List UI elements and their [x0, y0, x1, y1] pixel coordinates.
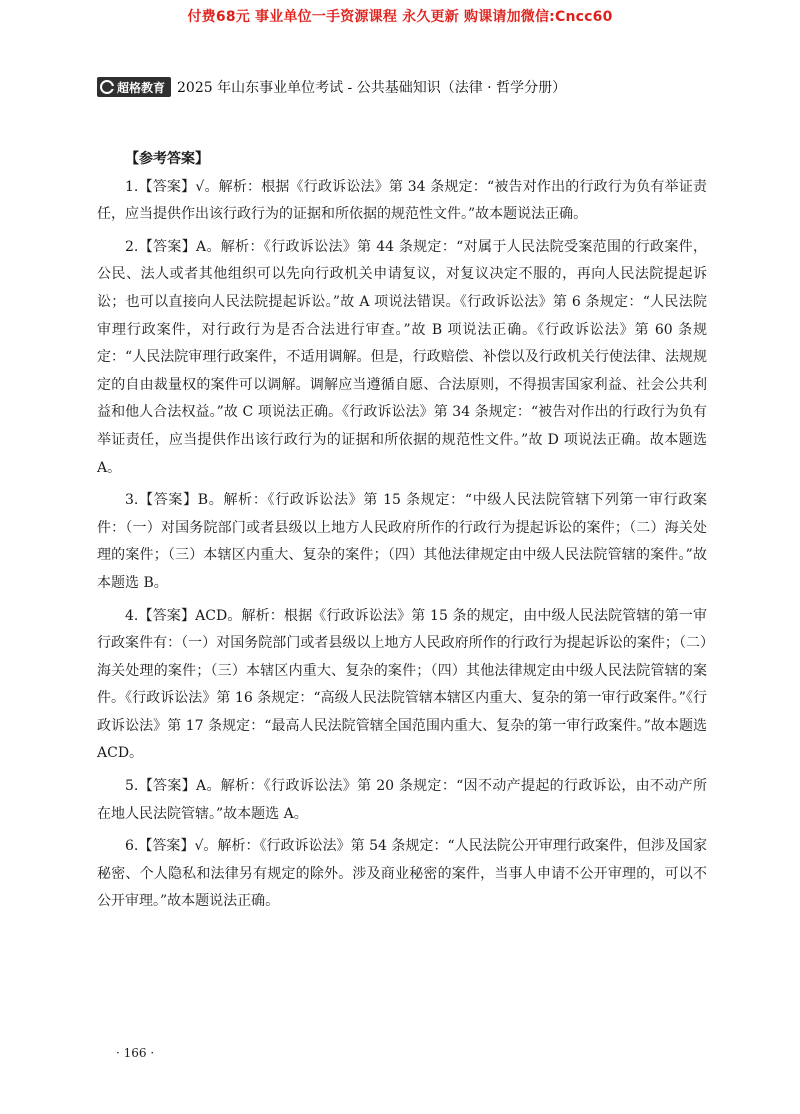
- logo-text: 超格教育: [117, 80, 166, 95]
- answer-number: 5.: [125, 778, 139, 795]
- answer-text: √。解析：根据《行政诉讼法》第 34 条规定：“被告对作出的行政行为负有举证责任，应当提供作出该行政行为的证据和所依据的规范性文件。”故本题说法正确。: [97, 178, 708, 223]
- answer-item: [97, 833, 707, 916]
- answer-item: [97, 773, 707, 828]
- answer-section: [97, 146, 707, 921]
- answer-number: 4.: [125, 607, 139, 624]
- promo-banner: 付费68元 事业单位一手资源课程 永久更新 购课请加微信:Cncc60: [187, 9, 613, 25]
- answer-item: [97, 234, 707, 482]
- section-title: 【参考答案】: [125, 151, 209, 167]
- answer-number: 6.: [125, 838, 139, 855]
- book-title: 2025 年山东事业单位考试 - 公共基础知识（法律 · 哲学分册）: [177, 80, 567, 96]
- answer-label: 【答案】: [138, 607, 196, 624]
- answer-number: 1.: [125, 178, 139, 195]
- answer-number: 2.: [125, 238, 139, 255]
- page-header: [97, 76, 717, 98]
- answer-label: 【答案】: [138, 238, 197, 255]
- answer-text: A。解析：《行政诉讼法》第 44 条规定：“对属于人民法院受案范围的行政案件，公民、法人或者其他组织可以先向行政机关申请复议，对复议决定不服的，再向人民法院提起诉讼；也可以直接向人民法院提起诉讼。”故 A 项说法错误。《行政诉讼法》第 6 条规定：“人民法院审理行政案件，对行政行为是否合法进行审查。”故 B 项说法正确。《行政诉讼法》第 60 条规定：“人民法院审理行政案件，不适用调解。但是，行政赔偿、补偿以及行政机关行使法律、法规规定的自由裁量权的案件可以调解。调解应当遵循自愿、合法原则，不得损害国家利益、社会公共利益和他人合法权益。”故 C 项说法正确。《行政诉讼法》第 34 条规定：“被告对作出的行政行为负有举证责任，应当提供作出该行政行为的证据和所依据的规范性文件。”故 D 项说法正确。故本题选 A。: [97, 238, 708, 476]
- answer-item: [97, 487, 707, 597]
- publisher-logo: [97, 77, 171, 97]
- answer-text: ACD。解析：根据《行政诉讼法》第 15 条的规定，由中级人民法院管辖的第一审行政案件有：（一）对国务院部门或者县级以上地方人民政府所作的行政行为提起诉讼的案件；（二）海关处理的案件；（三）本辖区内重大、复杂的案件；（四）其他法律规定由中级人民法院管辖的案件。《行政诉讼法》第 16 条规定：“高级人民法院管辖本辖区内重大、复杂的第一审行政案件。”《行政诉讼法》第 17 条规定：“最高人民法院管辖全国范围内重大、复杂的第一审行政案件。”故本题选 ACD。: [97, 607, 708, 762]
- answer-label: 【答案】: [138, 838, 195, 855]
- answer-label: 【答案】: [138, 492, 198, 509]
- answer-text: B。解析：《行政诉讼法》第 15 条规定：“中级人民法院管辖下列第一审行政案件：（一）对国务院部门或者县级以上地方人民政府所作的行政行为提起诉讼的案件；（二）海关处理的案件；（三）本辖区内重大、复杂的案件；（四）其他法律规定由中级人民法院管辖的案件。”故本题选 B。: [97, 492, 707, 591]
- logo-icon: [100, 80, 114, 94]
- answer-text: A。解析：《行政诉讼法》第 20 条规定：“因不动产提起的行政诉讼，由不动产所在地人民法院管辖。”故本题选 A。: [97, 778, 708, 822]
- answer-text: √。解析：《行政诉讼法》第 54 条规定：“人民法院公开审理行政案件，但涉及国家秘密、个人隐私和法律另有规定的除外。涉及商业秘密的案件，当事人申请不公开审理的，可以不公开审理。”故本题说法正确。: [97, 838, 708, 910]
- page-number: · 166 ·: [116, 1046, 155, 1060]
- answer-label: 【答案】: [138, 778, 197, 795]
- answer-label: 【答案】: [138, 178, 196, 195]
- answer-number: 3.: [125, 492, 139, 509]
- answer-item: [97, 174, 707, 229]
- answer-item: [97, 603, 707, 769]
